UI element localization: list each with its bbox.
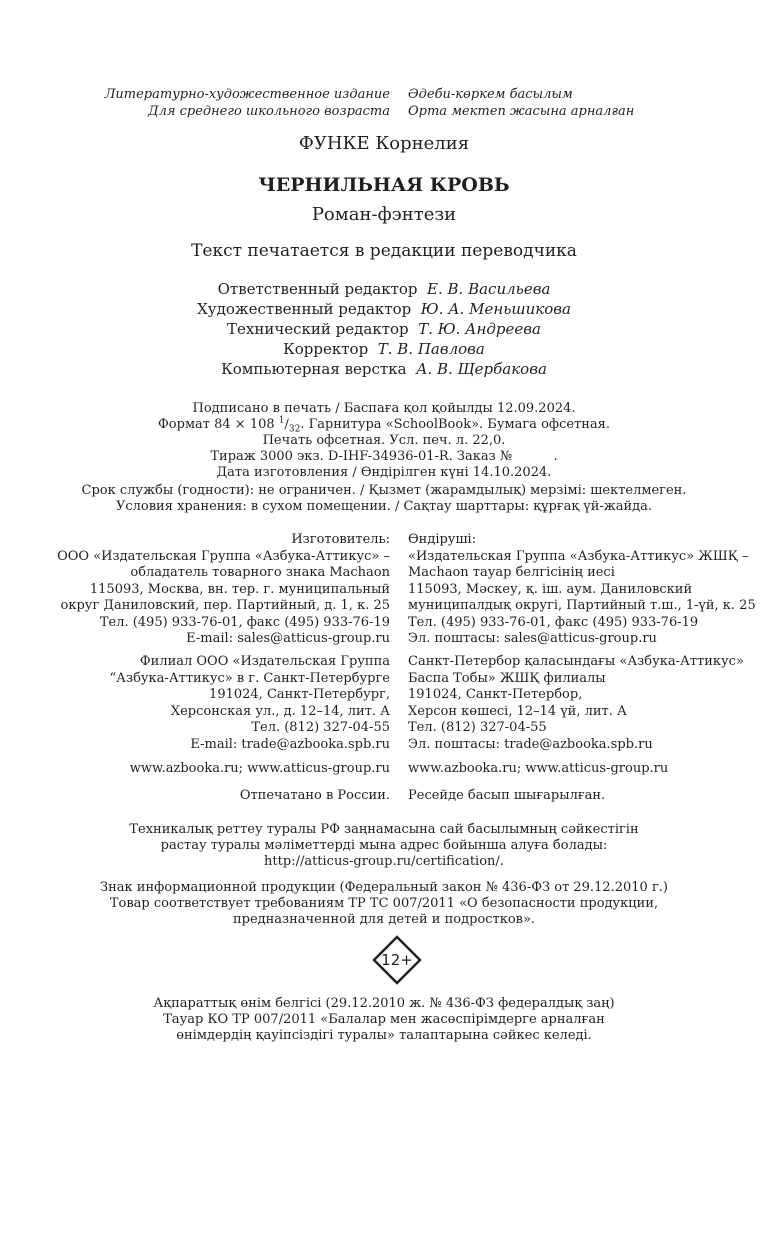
websites-kz: www.azbooka.ru; www.atticus-group.ru (408, 761, 669, 776)
regulation-line: Техникалық реттеу туралы РФ заңнамасына сай басылымның сәйкестігін (129, 822, 639, 837)
address-line: Херсон көшесі, 12–14 үй, лит. А (408, 703, 627, 719)
printed-in-kz: Ресейде басып шығарылған. (408, 788, 606, 803)
credit-role: Компьютерная верстка (221, 360, 407, 378)
author-name: ФУНКЕ Корнелия (298, 133, 470, 154)
address-line: Тел. (495) 933-76-01, факс (495) 933-76-19 (99, 614, 390, 630)
ru-age-group: Для среднего школьного возраста (148, 104, 390, 119)
manufacturer-kz (408, 532, 756, 648)
address-line: 115093, Москва, вн. тер. г. муниципальный (89, 581, 390, 597)
format-line (0, 416, 768, 433)
address-line: Эл. поштасы: sales@atticus-group.ru (408, 631, 657, 646)
credit-role: Технический редактор (227, 320, 409, 338)
credit-role: Ответственный редактор (217, 280, 418, 298)
credit-name: Т. В. Павлова (377, 340, 485, 358)
info-product-line: өнімдердің қауіпсіздігі туралы» талаптарына сәйкес келеді. (176, 1028, 592, 1043)
address-line: Өндіруші: (408, 532, 477, 547)
credit-name: Е. В. Васильева (427, 280, 551, 298)
branch-ru (110, 654, 391, 753)
address-line: Херсонская ул., д. 12–14, лит. А (170, 703, 390, 719)
address-line: округ Даниловский, пер. Партийный, д. 1, к. 25 (60, 598, 390, 613)
info-product-line: Тауар КО ТР 007/2011 «Балалар мен жасөспірімдерге арналған (163, 1012, 605, 1027)
info-product-line: Знак информационной продукции (Федеральный закон № 436-ФЗ от 29.12.2010 г.) (100, 880, 668, 895)
address-line: Тел. (812) 327-04-55 (251, 720, 390, 735)
certification-url: http://atticus-group.ru/certification/. (264, 854, 504, 869)
service-life: Срок службы (годности): не ограничен. / Қызмет (жарамдылық) мерзімі: шектелмеген. (81, 483, 687, 498)
age-rating-badge (372, 935, 422, 985)
info-product-line: Товар соответствует требованиям ТР ТС 007/2011 «О безопасности продукции, (109, 896, 659, 911)
ru-edition-type: Литературно-художественное издание (104, 87, 390, 102)
signed-date: Подписано в печать / Баспаға қол қойылды 12.09.2024. (192, 401, 576, 416)
address-line: 191024, Санкт-Петербор, (408, 687, 583, 702)
address-line: «Издательская Группа «Азбука-Аттикус» ЖШҚ – (408, 548, 749, 564)
format-sup: 1 (278, 415, 285, 426)
print-run: Тираж 3000 экз. D-IHF-34936-01-R. Заказ № . (210, 449, 558, 464)
format-slash: / (284, 417, 289, 432)
kz-age-group: Орта мектеп жасына арналған (408, 104, 635, 119)
translation-note: Текст печатается в редакции переводчика (191, 241, 577, 261)
address-line: обладатель товарного знака Machaon (130, 565, 390, 580)
format-prefix: Формат 84 × 108 (158, 417, 279, 432)
printed-in-ru: Отпечатано в России. (239, 788, 390, 803)
address-line: E-mail: sales@atticus-group.ru (186, 631, 390, 646)
age-rating-label: 12+ (381, 951, 413, 969)
address-line: “Азбука-Аттикус» в г. Санкт-Петербурге (109, 670, 390, 686)
credit-line (0, 299, 768, 319)
address-line: 191024, Санкт-Петербург, (209, 687, 390, 702)
address-line: Санкт-Петербор қаласындағы «Азбука-Аттикус» (408, 654, 744, 669)
address-line: Филиал ООО «Издательская Группа (139, 654, 390, 669)
address-line: Изготовитель: (291, 532, 390, 547)
book-subtitle: Роман-фэнтези (311, 204, 457, 225)
address-line: E-mail: trade@azbooka.spb.ru (190, 736, 390, 752)
manufacture-date: Дата изготовления / Өндірілген күні 14.10.2024. (216, 465, 552, 480)
kz-edition-type: Әдеби-көркем басылым (408, 87, 573, 102)
address-line: Тел. (812) 327-04-55 (408, 720, 547, 735)
address-line: Баспа Тобы» ЖШҚ филиалы (408, 670, 606, 686)
credit-name: А. В. Щербакова (416, 360, 547, 378)
info-product-line: предназначенной для детей и подростков». (232, 912, 536, 927)
credit-role: Художественный редактор (197, 300, 412, 318)
credit-role: Корректор (283, 340, 369, 358)
format-suffix: . Гарнитура «SchoolBook». Бумага офсетная. (300, 417, 610, 432)
address-line: муниципалдық округі, Партийный т.ш., 1-үй, к. 25 (408, 598, 756, 613)
credit-line (0, 339, 768, 359)
credit-line (0, 319, 768, 339)
websites-ru: www.azbooka.ru; www.atticus-group.ru (129, 761, 390, 776)
address-line: Machaon тауар белгісінің иесі (408, 565, 615, 580)
address-line: 115093, Мәскеу, қ. іш. аум. Даниловский (408, 581, 693, 597)
info-product-line: Ақпараттық өнім белгісі (29.12.2010 ж. № 436-ФЗ федералдық заң) (153, 996, 615, 1011)
format-sub: 32 (288, 424, 301, 435)
branch-kz (408, 654, 744, 753)
credit-name: Ю. А. Меньшикова (420, 300, 571, 318)
address-line: Тел. (495) 933-76-01, факс (495) 933-76-19 (408, 614, 699, 630)
credit-name: Т. Ю. Андреева (418, 320, 541, 338)
credit-line (0, 359, 768, 379)
book-title: ЧЕРНИЛЬНАЯ КРОВЬ (258, 174, 510, 196)
regulation-line: растау туралы мәліметтерді мына адрес бойынша алуға болады: (160, 838, 608, 853)
address-line: ООО «Издательская Группа «Азбука-Аттикус» – (57, 548, 390, 564)
print-type: Печать офсетная. Усл. печ. л. 22,0. (262, 433, 506, 448)
address-line: Эл. поштасы: trade@azbooka.spb.ru (408, 736, 653, 752)
manufacturer-ru (57, 532, 390, 648)
storage-conditions: Условия хранения: в сухом помещении. / Сақтау шарттары: құрғақ үй-жайда. (115, 499, 653, 514)
credit-line (0, 279, 768, 299)
